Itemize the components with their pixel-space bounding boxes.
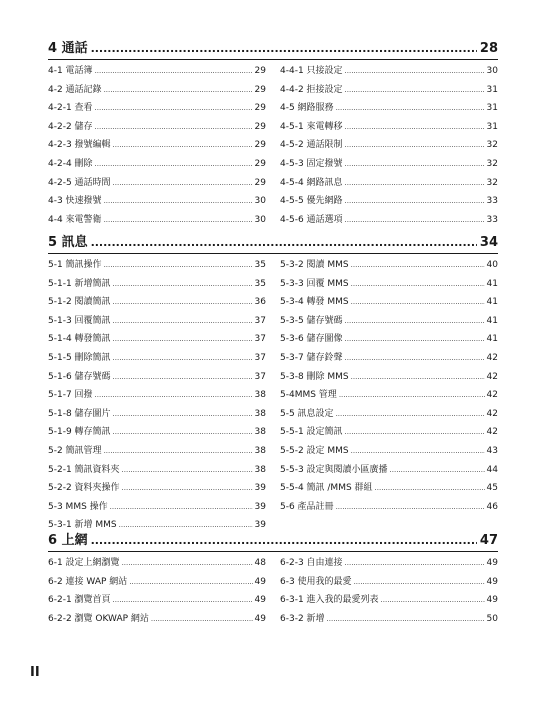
toc-entry-title: 5-5-3 設定與閱讀小區廣播 bbox=[280, 464, 388, 475]
leader-dots bbox=[91, 234, 477, 252]
toc-columns bbox=[48, 256, 498, 535]
leader-dots bbox=[351, 275, 485, 294]
leader-dots bbox=[104, 81, 253, 100]
toc-entry-page: 46 bbox=[486, 501, 498, 512]
toc-entry[interactable] bbox=[48, 554, 266, 573]
leader-dots bbox=[95, 99, 253, 118]
toc-entry-page: 42 bbox=[486, 390, 498, 401]
toc-entry[interactable] bbox=[280, 349, 498, 368]
toc-entry-page: 38 bbox=[254, 464, 266, 475]
toc-entry-title: 5-4MMS 管理 bbox=[280, 390, 337, 401]
toc-entry[interactable] bbox=[280, 293, 498, 312]
toc-entry-title: 4-5-1 來電轉移 bbox=[280, 121, 343, 132]
toc-column-right bbox=[280, 62, 498, 229]
toc-entry-title: 6-2-1 瀏覽首頁 bbox=[48, 595, 111, 606]
toc-entry-page: 38 bbox=[254, 445, 266, 456]
leader-dots bbox=[336, 99, 485, 118]
toc-entry[interactable] bbox=[48, 155, 266, 174]
toc-column-left bbox=[48, 554, 266, 628]
toc-entry-title: 4-5-2 通話限制 bbox=[280, 140, 343, 151]
toc-entry-title: 4-5-4 網路訊息 bbox=[280, 177, 343, 188]
leader-dots bbox=[339, 386, 485, 405]
toc-entry-title: 5-1-3 回覆簡訊 bbox=[48, 315, 111, 326]
toc-entry-title: 5-2-2 資料夾操作 bbox=[48, 483, 120, 494]
toc-entry-title: 5-3-4 轉發 MMS bbox=[280, 297, 349, 308]
section-rule bbox=[48, 253, 498, 254]
leader-dots bbox=[104, 256, 253, 275]
toc-entry[interactable] bbox=[280, 554, 498, 573]
toc-entry[interactable] bbox=[48, 591, 266, 610]
toc-entry-title: 6-3 使用我的最愛 bbox=[280, 576, 352, 587]
toc-entry-page: 33 bbox=[486, 196, 498, 207]
leader-dots bbox=[345, 62, 485, 81]
toc-entry[interactable] bbox=[280, 330, 498, 349]
toc-entry-title: 4-5-6 通話選項 bbox=[280, 214, 343, 225]
toc-entry-page: 41 bbox=[486, 297, 498, 308]
toc-entry[interactable] bbox=[48, 498, 266, 517]
section-title: 4 通話 bbox=[48, 41, 88, 56]
leader-dots bbox=[327, 610, 485, 629]
leader-dots bbox=[95, 118, 253, 137]
toc-entry-page: 29 bbox=[254, 103, 266, 114]
toc-column-right bbox=[280, 554, 498, 628]
toc-entry-page: 49 bbox=[254, 595, 266, 606]
toc-entry-page: 29 bbox=[254, 140, 266, 151]
leader-dots bbox=[113, 330, 253, 349]
toc-entry-page: 49 bbox=[254, 576, 266, 587]
toc-entry-page: 38 bbox=[254, 427, 266, 438]
toc-entry[interactable] bbox=[280, 211, 498, 230]
toc-entry-title: 6-3-2 新增 bbox=[280, 613, 325, 624]
page-number: II bbox=[30, 665, 40, 680]
toc-entry-page: 42 bbox=[486, 427, 498, 438]
leader-dots bbox=[113, 405, 253, 424]
toc-entry-page: 35 bbox=[254, 278, 266, 289]
leader-dots bbox=[95, 386, 253, 405]
toc-entry[interactable] bbox=[48, 479, 266, 498]
toc-entry-page: 44 bbox=[486, 464, 498, 475]
toc-entry[interactable] bbox=[48, 62, 266, 81]
toc-entry-page: 31 bbox=[486, 84, 498, 95]
toc-entry-title: 4-2-5 通話時間 bbox=[48, 177, 111, 188]
leader-dots bbox=[151, 610, 253, 629]
toc-entry[interactable] bbox=[48, 312, 266, 331]
toc-section-messages bbox=[48, 234, 498, 535]
toc-entry[interactable] bbox=[280, 368, 498, 387]
toc-column-left bbox=[48, 256, 266, 535]
toc-entry-page: 37 bbox=[254, 371, 266, 382]
toc-entry[interactable] bbox=[48, 81, 266, 100]
section-title: 6 上網 bbox=[48, 533, 88, 548]
toc-entry-title: 5-1 簡訊操作 bbox=[48, 260, 102, 270]
toc-entry[interactable] bbox=[280, 610, 498, 629]
toc-entry-page: 49 bbox=[254, 613, 266, 624]
toc-entry[interactable] bbox=[280, 174, 498, 193]
leader-dots bbox=[351, 293, 485, 312]
section-heading[interactable] bbox=[48, 40, 498, 58]
toc-entry[interactable] bbox=[48, 275, 266, 294]
toc-entry-page: 30 bbox=[254, 214, 266, 225]
toc-section-internet bbox=[48, 532, 498, 628]
leader-dots bbox=[91, 532, 477, 550]
section-rule bbox=[48, 551, 498, 552]
toc-entry-page: 37 bbox=[254, 315, 266, 326]
toc-entry[interactable] bbox=[48, 386, 266, 405]
toc-entry[interactable] bbox=[48, 423, 266, 442]
leader-dots bbox=[113, 349, 253, 368]
toc-entry[interactable] bbox=[280, 386, 498, 405]
toc-entry-page: 42 bbox=[486, 371, 498, 382]
toc-entry[interactable] bbox=[280, 479, 498, 498]
toc-entry-title: 6-2 連接 WAP 網站 bbox=[48, 576, 128, 587]
toc-entry[interactable] bbox=[280, 573, 498, 592]
leader-dots bbox=[113, 275, 253, 294]
leader-dots bbox=[345, 81, 485, 100]
leader-dots bbox=[345, 211, 485, 230]
toc-entry-page: 31 bbox=[486, 121, 498, 132]
toc-entry-title: 5-1-2 閱讀簡訊 bbox=[48, 297, 111, 308]
toc-entry-title: 5-5 訊息設定 bbox=[280, 408, 334, 419]
toc-entry-page: 32 bbox=[486, 158, 498, 169]
toc-entry-title: 5-1-4 轉發簡訊 bbox=[48, 334, 111, 345]
leader-dots bbox=[345, 118, 485, 137]
toc-entry-title: 5-3-8 刪除 MMS bbox=[280, 371, 349, 382]
toc-columns bbox=[48, 62, 498, 229]
leader-dots bbox=[95, 155, 253, 174]
toc-entry[interactable] bbox=[48, 293, 266, 312]
toc-entry-title: 5-3-3 回覆 MMS bbox=[280, 278, 349, 289]
toc-entry-page: 31 bbox=[486, 103, 498, 114]
leader-dots bbox=[375, 479, 485, 498]
toc-entry-page: 39 bbox=[254, 483, 266, 494]
toc-entry-title: 5-1-9 轉存簡訊 bbox=[48, 427, 111, 438]
toc-entry-title: 6-2-2 瀏覽 OKWAP 網站 bbox=[48, 613, 149, 624]
toc-entry[interactable] bbox=[48, 349, 266, 368]
section-page-number: 47 bbox=[479, 533, 498, 548]
toc-entry[interactable] bbox=[48, 461, 266, 480]
toc-entry[interactable] bbox=[280, 591, 498, 610]
toc-entry-page: 32 bbox=[486, 177, 498, 188]
toc-entry[interactable] bbox=[280, 442, 498, 461]
toc-entry-title: 4-5-5 優先網路 bbox=[280, 196, 343, 207]
toc-entry-title: 5-3-5 儲存號碼 bbox=[280, 315, 343, 326]
leader-dots bbox=[345, 312, 485, 331]
toc-column-right bbox=[280, 256, 498, 535]
toc-entry[interactable] bbox=[280, 192, 498, 211]
toc-entry-page: 49 bbox=[486, 576, 498, 587]
toc-entry-title: 5-2-1 簡訊資料夾 bbox=[48, 464, 120, 475]
leader-dots bbox=[91, 40, 477, 58]
leader-dots bbox=[345, 174, 485, 193]
toc-entry-page: 49 bbox=[486, 595, 498, 606]
toc-entry-page: 29 bbox=[254, 177, 266, 188]
toc-entry[interactable] bbox=[48, 136, 266, 155]
toc-entry[interactable] bbox=[280, 118, 498, 137]
toc-entry[interactable] bbox=[48, 442, 266, 461]
toc-entry-title: 4-2 通話記錄 bbox=[48, 84, 102, 95]
toc-entry[interactable] bbox=[280, 312, 498, 331]
leader-dots bbox=[351, 256, 485, 275]
leader-dots bbox=[351, 442, 485, 461]
toc-entry-title: 4-4-2 拒接設定 bbox=[280, 84, 343, 95]
section-page-number: 28 bbox=[479, 41, 498, 56]
toc-entry-title: 5-3-2 閱讀 MMS bbox=[280, 260, 349, 270]
toc-entry-title: 5-1-6 儲存號碼 bbox=[48, 371, 111, 382]
leader-dots bbox=[95, 62, 253, 81]
leader-dots bbox=[110, 498, 253, 517]
toc-entry-title: 6-3-1 進入我的最愛列表 bbox=[280, 595, 379, 606]
toc-entry-page: 42 bbox=[486, 408, 498, 419]
toc-entry-page: 42 bbox=[486, 352, 498, 363]
leader-dots bbox=[351, 368, 485, 387]
leader-dots bbox=[345, 349, 485, 368]
toc-entry-page: 29 bbox=[254, 121, 266, 132]
toc-entry-page: 33 bbox=[486, 214, 498, 225]
leader-dots bbox=[345, 136, 485, 155]
toc-entry-page: 37 bbox=[254, 352, 266, 363]
section-rule bbox=[48, 59, 498, 60]
toc-entry-page: 29 bbox=[254, 66, 266, 76]
leader-dots bbox=[113, 423, 253, 442]
leader-dots bbox=[104, 211, 253, 230]
toc-entry-title: 5-5-2 設定 MMS bbox=[280, 445, 349, 456]
toc-entry-title: 4-2-3 撥號編輯 bbox=[48, 140, 111, 151]
toc-entry-title: 4-5 網路服務 bbox=[280, 103, 334, 114]
toc-entry-page: 48 bbox=[254, 558, 266, 568]
toc-entry-page: 40 bbox=[486, 260, 498, 270]
leader-dots bbox=[345, 155, 485, 174]
toc-entry[interactable] bbox=[48, 118, 266, 137]
leader-dots bbox=[345, 330, 485, 349]
toc-entry-title: 6-1 設定上網瀏覽 bbox=[48, 558, 120, 568]
toc-entry-page: 39 bbox=[254, 520, 266, 531]
toc-entry-title: 5-3-1 新增 MMS bbox=[48, 520, 117, 531]
toc-entry-title: 6-2-3 自由連接 bbox=[280, 558, 343, 568]
toc-entry[interactable] bbox=[48, 368, 266, 387]
toc-column-left bbox=[48, 62, 266, 229]
toc-entry-title: 5-1-7 回撥 bbox=[48, 390, 93, 401]
leader-dots bbox=[336, 498, 485, 517]
toc-entry-page: 41 bbox=[486, 334, 498, 345]
toc-entry[interactable] bbox=[48, 99, 266, 118]
toc-entry-page: 49 bbox=[486, 558, 498, 568]
section-heading[interactable] bbox=[48, 532, 498, 550]
leader-dots bbox=[390, 461, 485, 480]
toc-entry-title: 5-3-7 儲存鈴聲 bbox=[280, 352, 343, 363]
toc-entry-title: 5-5-1 設定簡訊 bbox=[280, 427, 343, 438]
toc-entry-title: 5-5-4 簡訊 /MMS 群組 bbox=[280, 483, 373, 494]
toc-entry[interactable] bbox=[280, 136, 498, 155]
leader-dots bbox=[345, 423, 485, 442]
toc-entry[interactable] bbox=[280, 275, 498, 294]
toc-entry[interactable] bbox=[280, 461, 498, 480]
toc-entry-title: 5-3-6 儲存圖像 bbox=[280, 334, 343, 345]
toc-entry[interactable] bbox=[280, 405, 498, 424]
toc-entry-title: 4-4-1 只接設定 bbox=[280, 66, 343, 76]
leader-dots bbox=[336, 405, 485, 424]
leader-dots bbox=[122, 554, 253, 573]
toc-entry-page: 41 bbox=[486, 278, 498, 289]
leader-dots bbox=[345, 554, 485, 573]
toc-section-calls bbox=[48, 40, 498, 229]
toc-entry-title: 4-3 快速撥號 bbox=[48, 196, 102, 207]
toc-entry-page: 38 bbox=[254, 390, 266, 401]
toc-entry-title: 5-1-1 新增簡訊 bbox=[48, 278, 111, 289]
leader-dots bbox=[104, 442, 253, 461]
toc-entry-title: 4-2-4 刪除 bbox=[48, 158, 93, 169]
toc-entry[interactable] bbox=[280, 155, 498, 174]
toc-entry[interactable] bbox=[280, 498, 498, 517]
toc-entry[interactable] bbox=[48, 573, 266, 592]
toc-entry-title: 4-2-2 儲存 bbox=[48, 121, 93, 132]
toc-entry[interactable] bbox=[48, 192, 266, 211]
toc-columns bbox=[48, 554, 498, 628]
leader-dots bbox=[129, 573, 252, 592]
toc-entry[interactable] bbox=[48, 256, 266, 275]
leader-dots bbox=[113, 174, 253, 193]
section-heading[interactable] bbox=[48, 234, 498, 252]
leader-dots bbox=[113, 368, 253, 387]
toc-entry[interactable] bbox=[280, 423, 498, 442]
section-page-number: 34 bbox=[479, 235, 498, 250]
toc-entry-title: 4-1 電話簿 bbox=[48, 66, 93, 76]
leader-dots bbox=[113, 136, 253, 155]
toc-entry[interactable] bbox=[48, 330, 266, 349]
toc-entry[interactable] bbox=[48, 610, 266, 629]
leader-dots bbox=[345, 192, 485, 211]
toc-entry-title: 5-3 MMS 操作 bbox=[48, 501, 108, 512]
toc-entry[interactable] bbox=[280, 99, 498, 118]
section-title: 5 訊息 bbox=[48, 235, 88, 250]
leader-dots bbox=[122, 479, 253, 498]
leader-dots bbox=[104, 192, 253, 211]
toc-entry[interactable] bbox=[280, 62, 498, 81]
toc-entry-page: 39 bbox=[254, 501, 266, 512]
toc-entry-page: 36 bbox=[254, 297, 266, 308]
leader-dots bbox=[354, 573, 485, 592]
toc-entry-title: 5-6 產品註冊 bbox=[280, 501, 334, 512]
toc-entry-page: 29 bbox=[254, 158, 266, 169]
toc-entry-page: 50 bbox=[486, 613, 498, 624]
toc-entry-page: 41 bbox=[486, 315, 498, 326]
toc-entry[interactable] bbox=[280, 256, 498, 275]
toc-entry-title: 5-1-5 刪除簡訊 bbox=[48, 352, 111, 363]
toc-entry-page: 30 bbox=[254, 196, 266, 207]
toc-entry[interactable] bbox=[280, 81, 498, 100]
leader-dots bbox=[113, 293, 253, 312]
toc-entry[interactable] bbox=[48, 211, 266, 230]
toc-entry-page: 30 bbox=[486, 66, 498, 76]
leader-dots bbox=[122, 461, 253, 480]
toc-entry-page: 32 bbox=[486, 140, 498, 151]
toc-entry-page: 43 bbox=[486, 445, 498, 456]
toc-entry[interactable] bbox=[48, 174, 266, 193]
toc-entry-page: 38 bbox=[254, 408, 266, 419]
toc-entry-page: 35 bbox=[254, 260, 266, 270]
toc-entry-title: 4-4 來電警衛 bbox=[48, 214, 102, 225]
leader-dots bbox=[113, 312, 253, 331]
toc-entry-page: 45 bbox=[486, 483, 498, 494]
toc-entry-page: 37 bbox=[254, 334, 266, 345]
toc-entry-title: 5-2 簡訊管理 bbox=[48, 445, 102, 456]
toc-entry-title: 4-5-3 固定撥號 bbox=[280, 158, 343, 169]
leader-dots bbox=[113, 591, 253, 610]
leader-dots bbox=[381, 591, 485, 610]
toc-entry[interactable] bbox=[48, 405, 266, 424]
toc-entry-title: 4-2-1 查看 bbox=[48, 103, 93, 114]
toc-entry-title: 5-1-8 儲存圖片 bbox=[48, 408, 111, 419]
toc-entry-page: 29 bbox=[254, 84, 266, 95]
